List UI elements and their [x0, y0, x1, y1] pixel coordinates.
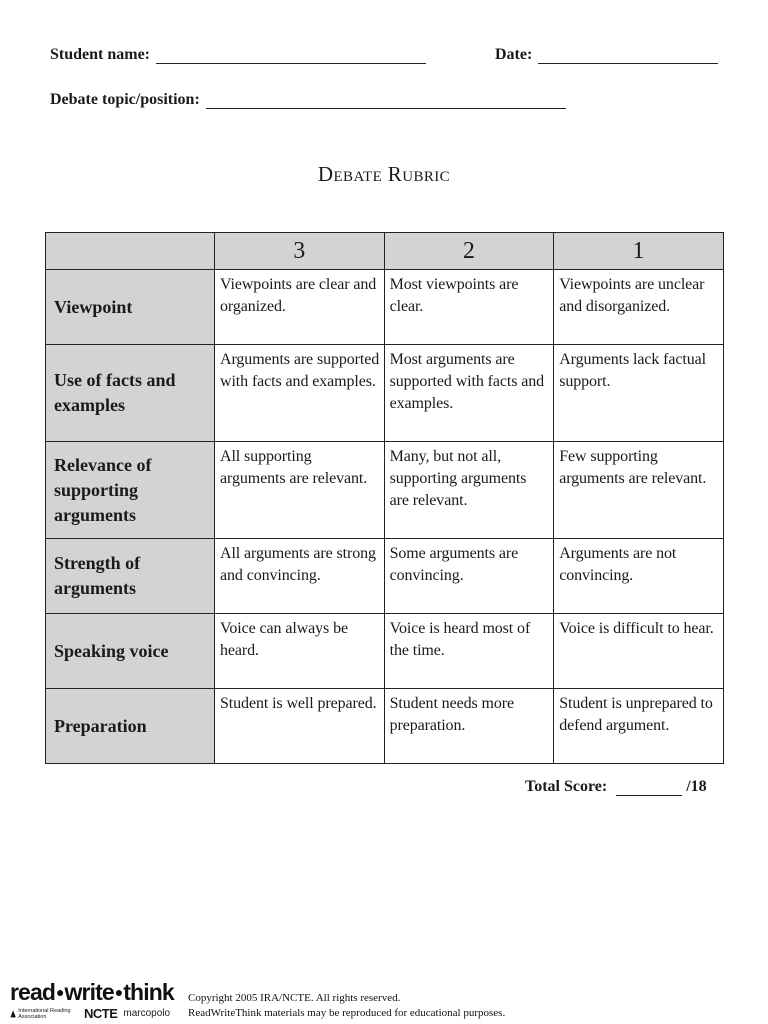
- descriptor-cell: Voice can always be heard.: [215, 614, 385, 689]
- descriptor-cell: Some arguments are convincing.: [384, 539, 554, 614]
- total-score-blank[interactable]: [616, 781, 682, 796]
- reproduction-notice: ReadWriteThink materials may be reproduced for educational purposes.: [188, 1007, 506, 1019]
- readwritethink-logo: [10, 980, 182, 1021]
- descriptor-cell: Viewpoints are clear and organized.: [215, 270, 385, 345]
- descriptor-cell: Arguments lack factual support.: [554, 345, 724, 442]
- criterion-label: Relevance of supporting arguments: [46, 442, 215, 539]
- descriptor-cell: Most viewpoints are clear.: [384, 270, 554, 345]
- table-row: [46, 539, 724, 614]
- debate-topic-blank[interactable]: [206, 94, 566, 109]
- table-row: [46, 345, 724, 442]
- criterion-label: Preparation: [46, 689, 215, 764]
- total-score-max: /18: [686, 778, 707, 795]
- rubric-corner-cell: [46, 233, 215, 270]
- descriptor-cell: Student needs more preparation.: [384, 689, 554, 764]
- student-name-field: [50, 46, 426, 64]
- student-name-blank[interactable]: [156, 49, 426, 64]
- descriptor-cell: All supporting arguments are relevant.: [215, 442, 385, 539]
- footer: [10, 980, 505, 1021]
- ira-leaf-icon: [10, 1009, 16, 1019]
- descriptor-cell: Voice is difficult to hear.: [554, 614, 724, 689]
- table-row: [46, 442, 724, 539]
- descriptor-cell: Many, but not all, supporting arguments are relevant.: [384, 442, 554, 539]
- rubric-header-row: [46, 233, 724, 270]
- descriptor-cell: All arguments are strong and convincing.: [215, 539, 385, 614]
- descriptor-cell: Few supporting arguments are relevant.: [554, 442, 724, 539]
- table-row: [46, 689, 724, 764]
- descriptor-cell: Viewpoints are unclear and disorganized.: [554, 270, 724, 345]
- logo-wordmark: read●write●think: [10, 979, 174, 1005]
- date-label: Date:: [495, 46, 533, 63]
- score-header-3: 3: [215, 233, 385, 270]
- descriptor-cell: Student is well prepared.: [215, 689, 385, 764]
- descriptor-cell: Most arguments are supported with facts and examples.: [384, 345, 554, 442]
- total-score-label: Total Score:: [525, 778, 608, 795]
- date-blank[interactable]: [538, 49, 718, 64]
- student-name-label: Student name:: [50, 46, 151, 63]
- descriptor-cell: Arguments are supported with facts and examples.: [215, 345, 385, 442]
- partner-logos: [10, 1006, 182, 1021]
- criterion-label: Viewpoint: [46, 270, 215, 345]
- rubric-table: [45, 232, 724, 764]
- copyright-line: Copyright 2005 IRA/NCTE. All rights reserved.: [188, 992, 401, 1004]
- criterion-label: Strength of arguments: [46, 539, 215, 614]
- score-header-1: 1: [554, 233, 724, 270]
- descriptor-cell: Voice is heard most of the time.: [384, 614, 554, 689]
- score-header-2: 2: [384, 233, 554, 270]
- table-row: [46, 270, 724, 345]
- marcopolo-logo: marcopolo: [123, 1008, 171, 1019]
- debate-topic-label: Debate topic/position:: [50, 91, 200, 108]
- ira-logo: International Reading Association: [10, 1008, 82, 1020]
- date-field: [495, 46, 718, 64]
- descriptor-cell: Arguments are not convincing.: [554, 539, 724, 614]
- descriptor-cell: Student is unprepared to defend argument.: [554, 689, 724, 764]
- page-title: Debate Rubric: [317, 162, 451, 186]
- debate-topic-field: [50, 91, 566, 109]
- ncte-logo: NCTE: [84, 1006, 118, 1021]
- table-row: [46, 614, 724, 689]
- total-score: [525, 778, 707, 796]
- copyright-notice: [188, 991, 505, 1021]
- criterion-label: Use of facts and examples: [46, 345, 215, 442]
- criterion-label: Speaking voice: [46, 614, 215, 689]
